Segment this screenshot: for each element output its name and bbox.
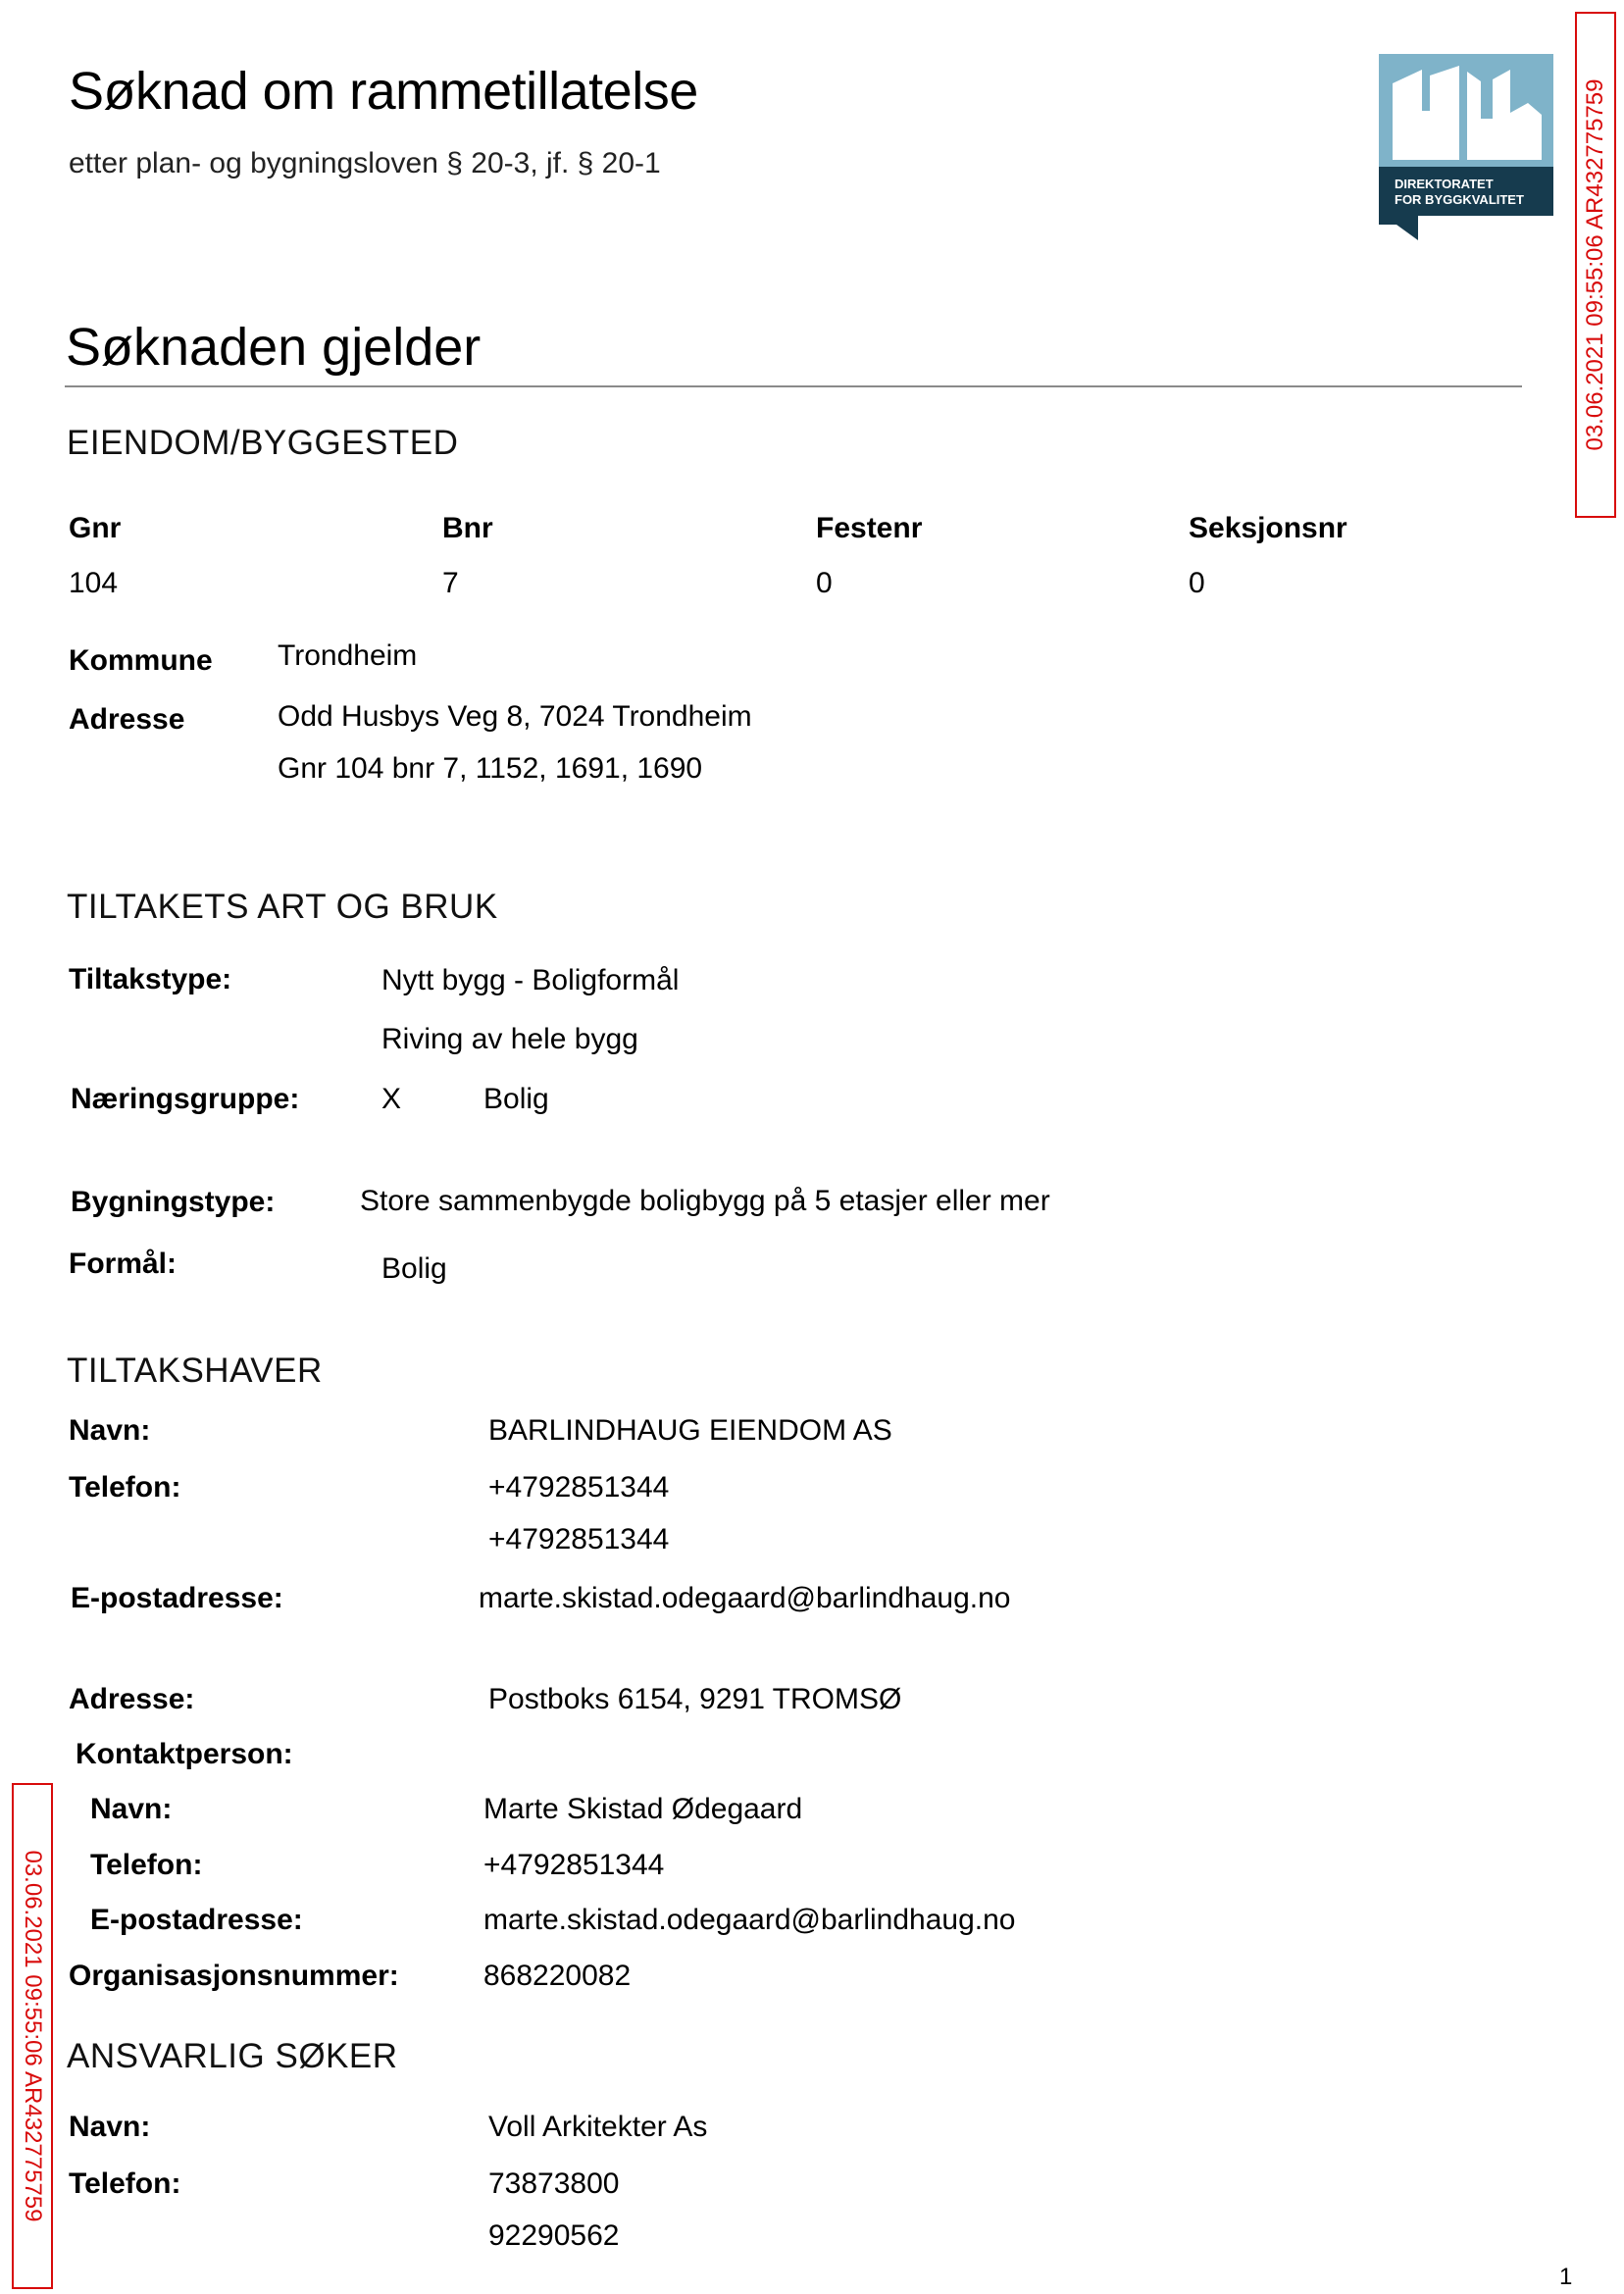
timestamp-stamp-left [12,1783,53,2289]
tiltakstype-label: Tiltakstype: [69,963,232,995]
formaal-label: Formål: [69,1248,178,1280]
orgnr-label: Organisasjonsnummer: [69,1960,399,1992]
logo-text-line2: FOR BYGGKVALITET [1395,192,1524,207]
soker-telefon-value-2: 92290562 [488,2219,620,2252]
section-title: Søknaden gjelder [66,318,482,377]
kontakt-epost-value: marte.skistad.odegaard@barlindhaug.no [483,1904,1016,1936]
bygningstype-value: Store sammenbygde boligbygg på 5 etasjer eller mer [360,1185,1050,1217]
dibk-logo-graphic [1379,54,1553,240]
adresse-label: Adresse [69,703,185,736]
dibk-logo [1379,54,1553,240]
eiendom-heading: EIENDOM/BYGGESTED [67,424,459,462]
tiltakshaver-telefon-value-1: +4792851344 [488,1471,670,1504]
festenr-value: 0 [816,567,833,599]
naeringsgruppe-label: Næringsgruppe: [71,1083,300,1115]
soker-telefon-value-1: 73873800 [488,2167,620,2200]
section-divider [65,385,1522,387]
kontakt-epost-label: E-postadresse: [90,1904,303,1936]
page-number: 1 [1559,2264,1573,2290]
document-title: Søknad om rammetillatelse [69,62,698,121]
tiltakshaver-telefon-label: Telefon: [69,1471,181,1504]
tiltakshaver-epost-value: marte.skistad.odegaard@barlindhaug.no [479,1582,1011,1614]
soker-navn-label: Navn: [69,2111,151,2143]
tiltakshaver-navn-label: Navn: [69,1414,151,1447]
kommune-value: Trondheim [278,639,418,672]
naeringsgruppe-code: X [381,1083,402,1115]
kontakt-telefon-value: +4792851344 [483,1849,665,1881]
tiltakstype-value-2: Riving av hele bygg [381,1023,638,1055]
col-bnr-label: Bnr [442,512,493,544]
kontakt-telefon-label: Telefon: [90,1849,203,1881]
tiltakstype-value-1: Nytt bygg - Boligformål [381,964,680,996]
seksjonsnr-value: 0 [1189,567,1205,599]
col-seksjonsnr-label: Seksjonsnr [1189,512,1347,544]
kommune-label: Kommune [69,644,213,677]
soker-telefon-label: Telefon: [69,2167,181,2200]
soker-navn-value: Voll Arkitekter As [488,2111,708,2143]
kontaktperson-label: Kontaktperson: [76,1738,293,1770]
gnr-value: 104 [69,567,119,599]
tiltakshaver-epost-label: E-postadresse: [71,1582,283,1614]
tiltakshaver-telefon-value-2: +4792851344 [488,1523,670,1555]
formaal-value: Bolig [381,1252,447,1285]
logo-text-line1: DIREKTORATET [1395,177,1494,191]
stamp-text: 03.06.2021 09:55:06 AR432775759 [20,1850,46,2222]
tiltakshaver-heading: TILTAKSHAVER [67,1351,323,1390]
col-gnr-label: Gnr [69,512,122,544]
timestamp-stamp-right [1575,12,1616,518]
tiltak-heading: TILTAKETS ART OG BRUK [67,888,498,926]
tiltakshaver-adresse-label: Adresse: [69,1683,195,1715]
adresse-value-1: Odd Husbys Veg 8, 7024 Trondheim [278,700,752,733]
bnr-value: 7 [442,567,459,599]
kontakt-navn-label: Navn: [90,1793,173,1825]
stamp-text: 03.06.2021 09:55:06 AR432775759 [1582,78,1608,451]
kontakt-navn-value: Marte Skistad Ødegaard [483,1793,803,1825]
orgnr-value: 868220082 [483,1960,632,1992]
tiltakshaver-navn-value: BARLINDHAUG EIENDOM AS [488,1414,892,1447]
bygningstype-label: Bygningstype: [71,1186,276,1218]
tiltakshaver-adresse-value: Postboks 6154, 9291 TROMSØ [488,1683,902,1715]
adresse-value-2: Gnr 104 bnr 7, 1152, 1691, 1690 [278,752,703,785]
col-festenr-label: Festenr [816,512,923,544]
naeringsgruppe-value: Bolig [483,1083,549,1115]
document-subtitle: etter plan- og bygningsloven § 20-3, jf. § 20-1 [69,147,661,179]
ansvarlig-soker-heading: ANSVARLIG SØKER [67,2037,398,2075]
